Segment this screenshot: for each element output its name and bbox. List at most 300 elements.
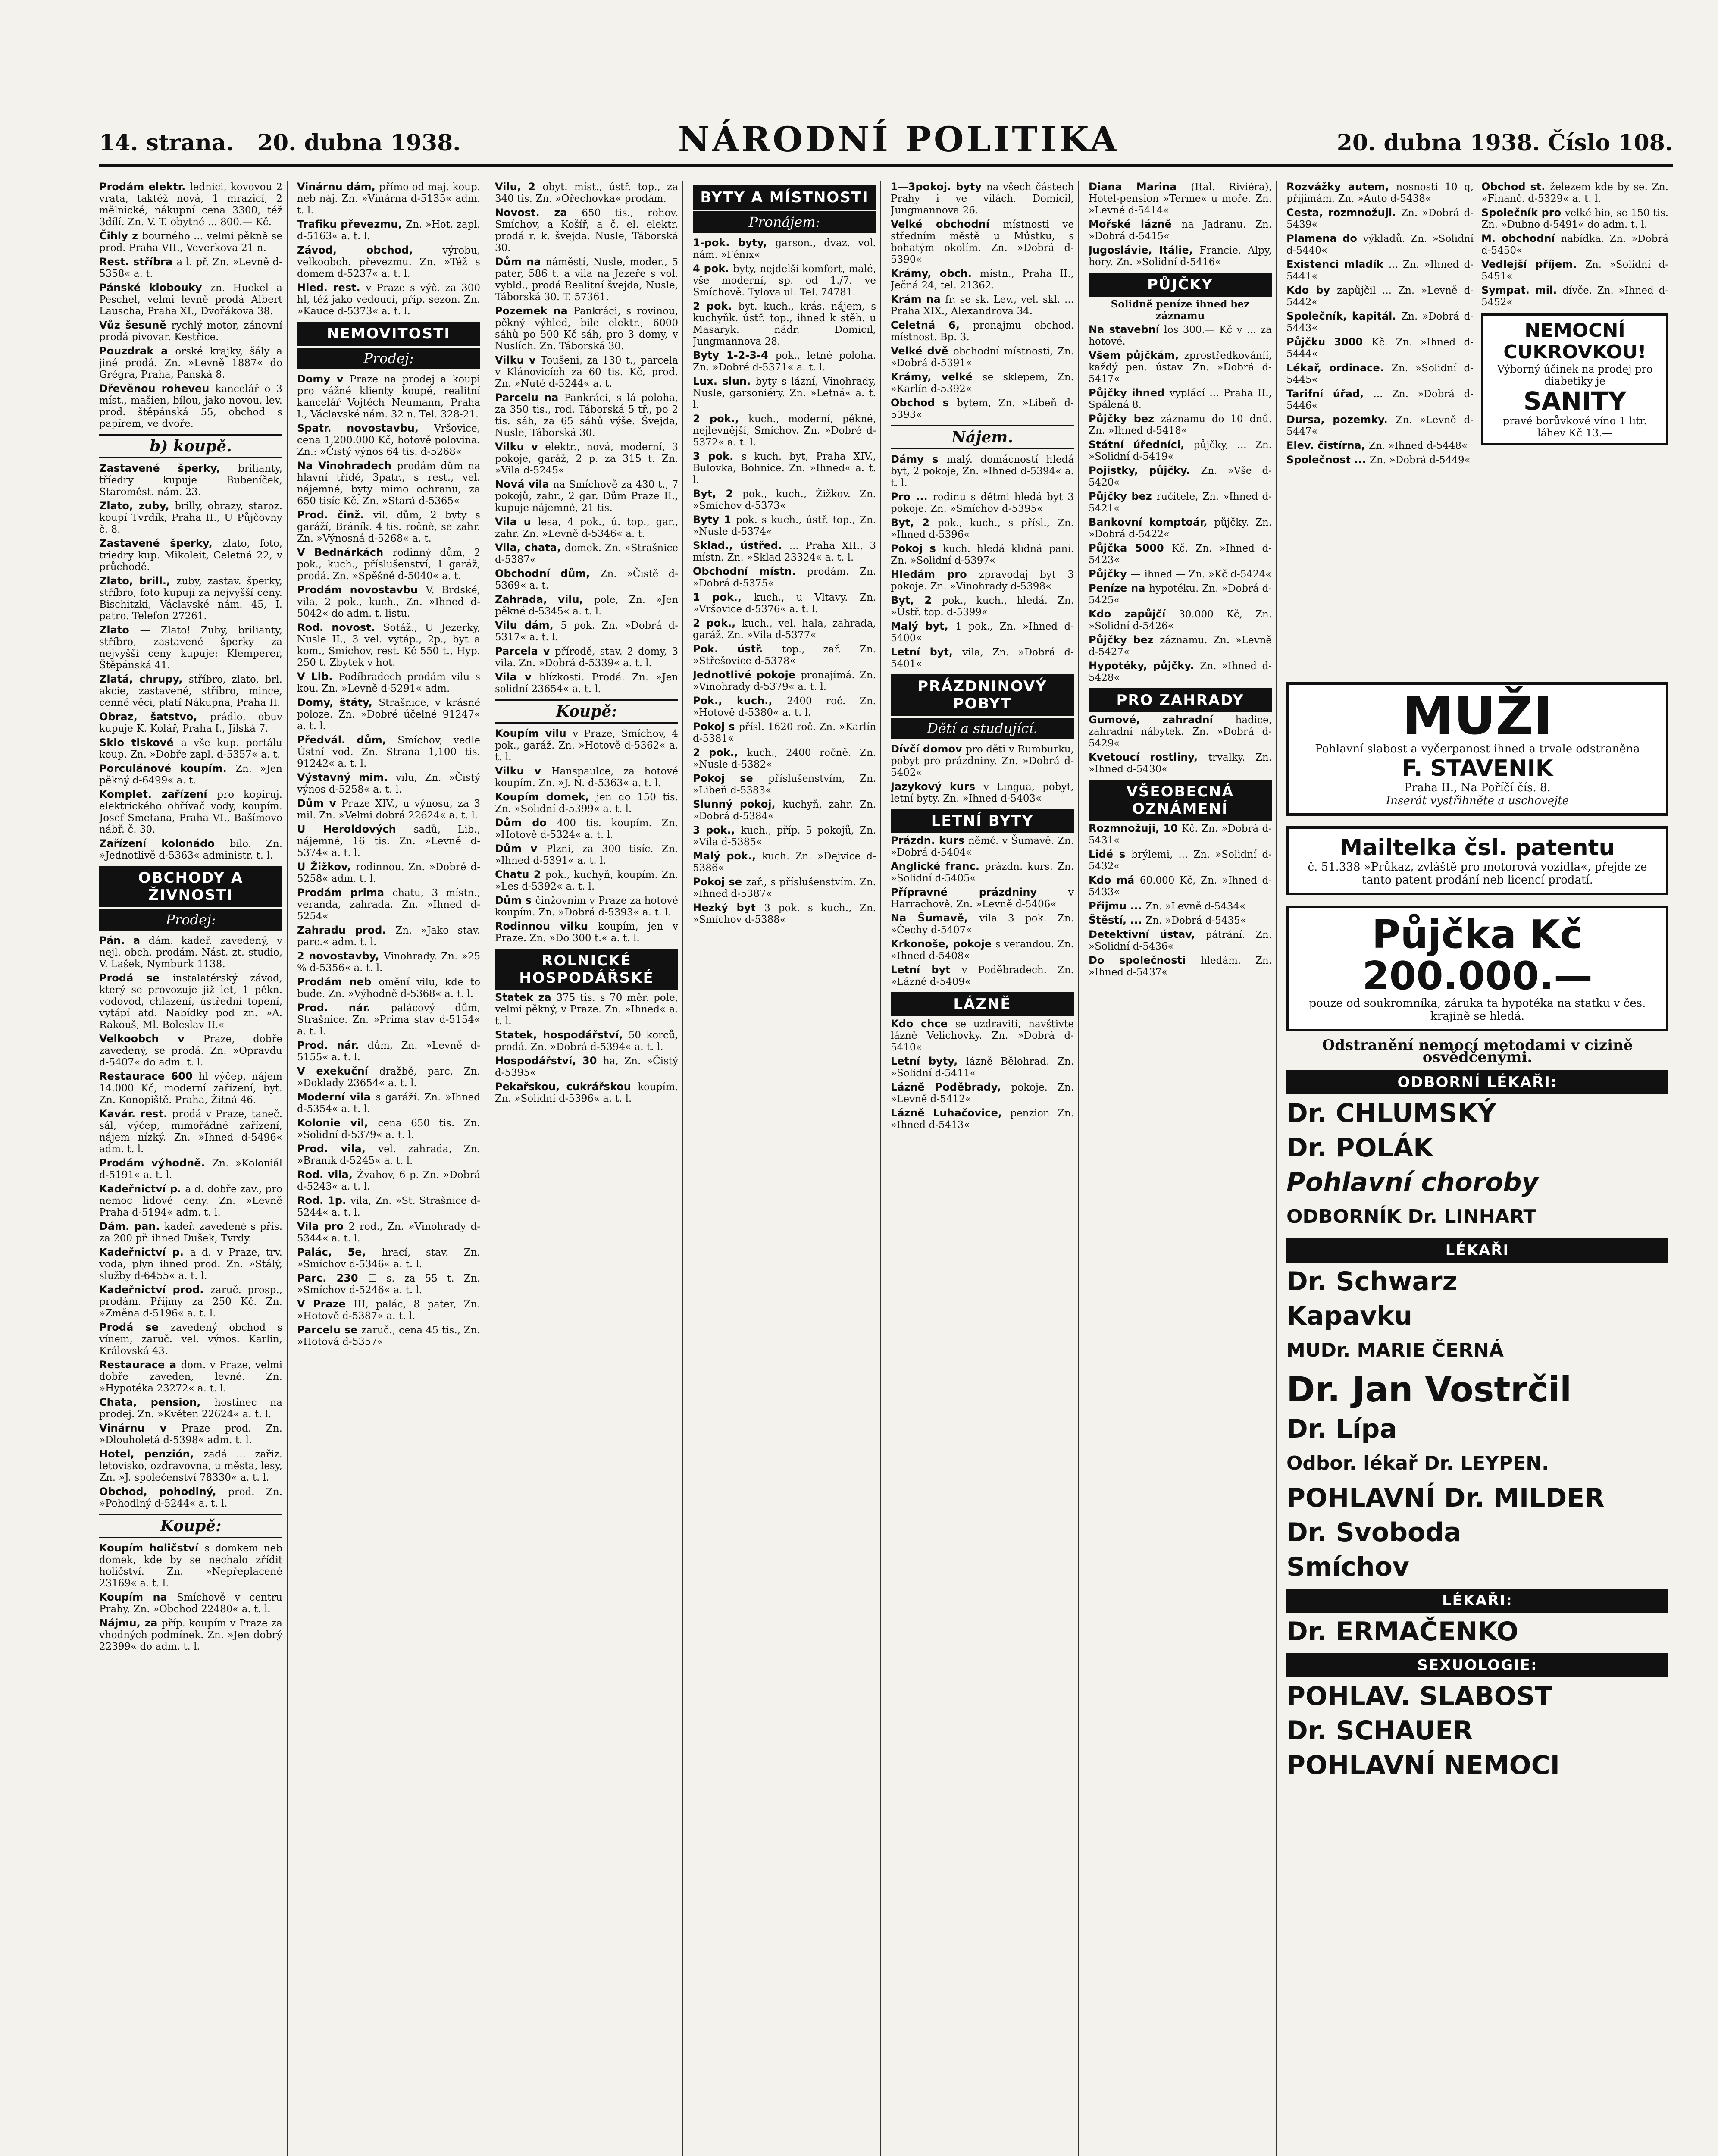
- ad-keyword: Vinárnu dám,: [297, 181, 379, 193]
- doctor-leypen: Odbor. lékař Dr. LEYPEN.: [1286, 1452, 1549, 1474]
- ad-body: a l. př. Zn. »Levně d-5358« a. t.: [99, 257, 282, 279]
- patent-text: č. 51.338 »Průkaz, zvláště pro motorová vozidla«, přejde ze tanto patent prodání neb licencí prodatí.: [1308, 861, 1647, 887]
- ad-body: Zn. »Levně d-5434«: [1145, 901, 1246, 912]
- classified-ad: [495, 542, 678, 566]
- ad-keyword: Chatu 2: [495, 868, 545, 881]
- subsection-pronajem: Pronájem:: [693, 211, 876, 233]
- ad-body: příp. koupím v Praze za vhodných podmínek. Zn. »Jen dobrý 22399« do adm. t. l.: [99, 1618, 283, 1652]
- ad-body: Zn. »Ihned d-5448«: [1369, 440, 1468, 451]
- classified-ad: [1089, 955, 1272, 978]
- ad-body: výrobu, velkoobch. převezmu. Zn. »Též s domem d-5237« a. t. l.: [297, 245, 480, 279]
- ad-body: přímo od maj. koup. neb náj. Zn. »Vinárna d-5135« adm. t. l.: [297, 182, 480, 216]
- date-issue: 20. dubna 1938. Číslo 108.: [1336, 130, 1673, 156]
- ad-body: Pankráci, s lá poloha, za 350 tis., rod. Táborská 5 tř., po 2 tis. sáh, za 65 sáhů výše. Švejda, Nusle, Táborská 30.: [495, 392, 678, 439]
- ad-keyword: Koupím holičství: [99, 1542, 205, 1554]
- ad-body: V. Brdské, vila, 2 pok., kuch., Zn. »Ihned d-5042« do adm. t. listu.: [297, 585, 480, 619]
- ad-keyword: Byty 1: [693, 514, 736, 526]
- classified-ad: [297, 1298, 480, 1322]
- ad-body: lázně Bělohrad. Zn. »Solidní d-5411«: [891, 1056, 1074, 1079]
- section-lazne: LÁZNĚ: [891, 992, 1074, 1016]
- classified-ad: [891, 646, 1074, 670]
- classified-ad: [1089, 608, 1272, 632]
- ad-keyword: Letní byt,: [891, 646, 963, 658]
- ad-keyword: Předvál. dům,: [297, 734, 398, 746]
- ad-body: cena 650 tis. Zn. »Solidní d-5379« a. t. l.: [297, 1118, 480, 1141]
- classified-ad: [891, 861, 1074, 884]
- ad-body: výkladů. Zn. »Solidní d-5440«: [1286, 233, 1474, 256]
- ad-body: zlato, foto, triedry kup. Mikoleit, Celetná 22, v průchodě.: [99, 538, 282, 573]
- classified-ad: [99, 1397, 282, 1420]
- ad-body: zuby, zastav. šperky, stříbro, foto kupuji za nejvyšší ceny. Bischitzki, Václavské nám. 45, I. patro. Telefon 27261.: [99, 576, 282, 622]
- classified-ad: [891, 181, 1074, 216]
- ad-keyword: Jugoslávie, Itálie,: [1089, 244, 1200, 256]
- classified-ad: [495, 671, 678, 695]
- ad-keyword: Obchodní dům,: [495, 567, 601, 580]
- ad-body: zaruč., cena 45 tis., Zn. »Hotová d-5357«: [297, 1325, 480, 1348]
- ad-keyword: Detektivní ústav,: [1089, 928, 1206, 940]
- classified-ad: [99, 838, 282, 862]
- ad-body: Strašnice, v krásné poloze. Zn. »Dobré účelné 91247« a. t. l.: [297, 697, 480, 732]
- ad-keyword: Novost. za: [495, 207, 582, 219]
- ad-body: Kč. Zn. »Ihned d-5444«: [1286, 337, 1474, 360]
- ad-body: přísl. 1620 roč. Zn. »Karlín d-5381«: [693, 721, 876, 744]
- ad-keyword: V Praze: [297, 1298, 354, 1310]
- classified-ad: [99, 538, 282, 573]
- ad-keyword: V exekuční: [297, 1065, 379, 1077]
- ad-keyword: Koupím na: [99, 1591, 177, 1603]
- ad-keyword: Koupím domek,: [495, 791, 597, 803]
- classified-ad: [297, 1324, 480, 1348]
- ad-body: obyt. míst., ústř. top., za 340 tis. Zn. »Ořechovka« prodám.: [495, 182, 678, 204]
- classified-ad: [495, 765, 678, 789]
- ad-body: kadeř. zavedené s přís. za 200 př. ihned Dušek, Tvrdy.: [99, 1221, 282, 1244]
- classified-ad: [99, 575, 282, 622]
- ad-body: blízkosti. Prodá. Zn. »Jen solidní 23654« a. t. l.: [495, 672, 678, 695]
- classified-ad: [495, 817, 678, 841]
- ad-body: zaruč. prosp., prodám. Příjmy za 250 Kč. Zn. »Změna d-5196« a. t. l.: [99, 1285, 282, 1319]
- ad-body: zn. Huckel a Peschel, velmi levně prodá Albert Lauscha, Praha XI., Dvořákova 38.: [99, 282, 282, 317]
- patent-ad: [1286, 826, 1668, 895]
- classified-ad: [297, 976, 480, 1000]
- ad-keyword: Pro ...: [891, 491, 933, 503]
- ad-body: a d. v Praze, trv. voda, plyn ihned prod. Zn. »Stálý, služby d-6455« a. t. l.: [99, 1247, 282, 1282]
- classified-ad: [297, 282, 480, 317]
- ad-body: Praze prod. Zn. »Dlouholetá d-5398« adm. t. l.: [99, 1423, 282, 1446]
- classified-ad: [1089, 568, 1272, 580]
- ad-keyword: Koupím vilu: [495, 727, 573, 740]
- ad-keyword: Byty 1-2-3-4: [693, 349, 776, 361]
- ad-body: hostinec na prodej. Zn. »Květen 22624« a. t. l.: [99, 1397, 282, 1420]
- ad-keyword: Slunný pokoj,: [693, 798, 783, 810]
- ad-body: Zn. »Koloniál d-5191« a. t. l.: [99, 1158, 282, 1181]
- section-prazdninovy: PRÁZDNINOVÝ POBYT: [891, 674, 1074, 716]
- ad-keyword: Prod. nár.: [297, 1039, 368, 1051]
- muzi-text: Pohlavní slabost a vyčerpanost ihned a trvale odstraněna: [1315, 743, 1640, 755]
- ad-keyword: Statek, hospodářství,: [495, 1029, 629, 1041]
- classified-ad: [891, 781, 1074, 805]
- ad-body: kuch. hledá klidná paní. Zn. »Solidní d-5397«: [891, 543, 1074, 566]
- ad-keyword: Vila u: [495, 516, 538, 528]
- ad-keyword: Společník, kapitál.: [1286, 310, 1402, 322]
- ad-body: zpravodaj byt 3 pokoje. Zn. »Vinohrady d-5398«: [891, 569, 1074, 592]
- classified-ad: [1481, 207, 1668, 231]
- loan-headline: Půjčka Kč 200.000.—: [1362, 912, 1593, 999]
- ads-villas-buy: [495, 728, 678, 944]
- classified-ad: [693, 301, 876, 348]
- ads-col8: [1481, 181, 1668, 308]
- classified-ad: [297, 697, 480, 732]
- ad-keyword: V Bednárkách: [297, 546, 393, 558]
- classified-ad: [1286, 207, 1474, 231]
- ad-keyword: Nová vila: [495, 478, 553, 490]
- column-7-8: [1286, 181, 1673, 2156]
- classified-ad: [693, 237, 876, 261]
- ad-keyword: Domy v: [297, 373, 350, 385]
- ads-business-buy: [99, 1542, 282, 1653]
- ad-body: jen do 150 tis. Zn. »Solidní d-5399« a. t. l.: [495, 792, 679, 815]
- column-6: [1089, 181, 1277, 2156]
- ad-body: zavedený obchod s vínem, zaruč. vel. výnos. Karlin, Královská 43.: [99, 1322, 282, 1357]
- nemoci-headline: POHLAVNÍ NEMOCI: [1286, 1750, 1560, 1780]
- ad-body: Vinohrady. Zn. »25 % d-5356« a. t. l.: [297, 951, 481, 974]
- ad-keyword: Dívčí domov: [891, 743, 966, 755]
- ad-keyword: Pozemek na: [495, 305, 574, 317]
- ad-keyword: Diana Marina: [1089, 181, 1191, 193]
- column-1: [99, 181, 288, 2156]
- ad-body: rodinnou. Zn. »Dobré d-5258« adm. t. l.: [297, 862, 480, 884]
- ad-body: s domkem neb domek, kde by se nechalo zřídit holičství. Zn. »Nepřeplacené 23169« a. t. l.: [99, 1543, 282, 1589]
- classified-ad: [693, 747, 876, 771]
- ad-body: Zn. »Dobrá d-5439«: [1286, 207, 1474, 230]
- ad-keyword: Plamena do: [1286, 232, 1363, 244]
- classified-ad: [99, 256, 282, 280]
- classified-ad: [693, 876, 876, 900]
- subsection-koupe2: Koupě:: [99, 1514, 282, 1538]
- classified-ad: [891, 371, 1074, 395]
- ad-keyword: Obchod s: [891, 397, 957, 409]
- subsection-najem: Nájem.: [891, 425, 1074, 449]
- ad-keyword: 2 novostavby,: [297, 950, 384, 962]
- ad-body: Praze, dobře zavedený, se prodá. Zn. »Opravdu d-5407« do adm. t. l.: [99, 1034, 282, 1068]
- classified-ad: [297, 798, 480, 821]
- ad-keyword: Kolonie vil,: [297, 1117, 378, 1129]
- classified-ad: [1089, 752, 1272, 775]
- ad-keyword: Dům do: [495, 817, 557, 829]
- ad-body: (Ital. Riviéra), Hotel-pension »Terme« u moře. Zn. »Levné d-5414«: [1089, 182, 1272, 216]
- classified-ad: [693, 592, 876, 615]
- ad-body: 650 tis., rohov. Smíchov, a Košíř, a č. el. elektr. prodá r. k. švejda. Nusle, Táborská 30.: [495, 207, 678, 254]
- classified-ad: [1089, 181, 1272, 216]
- doctor-milder: POHLAVNÍ Dr. MILDER: [1286, 1483, 1605, 1513]
- classified-ad: [99, 1322, 282, 1357]
- col8-block: [1481, 181, 1668, 677]
- ad-body: 375 tis. s 70 měr. pole, velmi pěkný, v Praze. Zn. »Ihned« a. t. l.: [495, 992, 678, 1027]
- classified-ad: [1089, 634, 1272, 658]
- classified-ad: [495, 305, 678, 352]
- ad-body: pok., letné poloha. Zn. »Dobré d-5371« a. t. l.: [693, 350, 876, 373]
- ad-keyword: U Heroldových: [297, 823, 414, 835]
- ad-keyword: Parcelu na: [495, 392, 564, 404]
- classified-ad: [1089, 542, 1272, 566]
- classified-ad: [693, 773, 876, 796]
- classified-ad: [1286, 454, 1474, 466]
- classified-ad: [495, 594, 678, 617]
- classified-ad: [495, 992, 678, 1027]
- ad-keyword: Pok., kuch.,: [693, 695, 787, 707]
- ad-keyword: Kdo zapůjčí: [1089, 608, 1179, 620]
- ad-body: dům, Zn. »Levně d-5155« a. t. l.: [297, 1040, 480, 1063]
- ad-body: chatu, 3 místn., veranda, zahrada. Zn. »Ihned d-5254«: [297, 887, 480, 922]
- ad-body: Zn. »Čistě d-5369« a. t.: [495, 568, 678, 591]
- ad-body: lednici, kovovou 2 vrata, taktéž nová, 1 mrazicí, 2 mělnické, nákupní cena 3300, též 3dílí. Zn. V. T. obytné ... 800.— Kč.: [99, 182, 282, 228]
- ad-body: ručitele, Zn. »Ihned d-5421«: [1089, 491, 1272, 514]
- nemocni-headline: NEMOCNÍ CUKROVKOU!: [1503, 320, 1646, 363]
- ad-keyword: Sklad., ústřed.: [693, 539, 789, 552]
- classified-ad: [693, 451, 876, 486]
- section-byty: BYTY A MÍSTNOSTI: [693, 185, 876, 210]
- ad-body: pok., kuch., hledá. Zn. »Ústř. top. d-5399«: [891, 595, 1074, 618]
- ad-keyword: Lidé s: [1089, 848, 1132, 860]
- ad-keyword: M. obchodní: [1481, 232, 1561, 244]
- classified-ad: [297, 1065, 480, 1089]
- ad-body: 5 pok. Zn. »Dobrá d-5317« a. t. l.: [495, 620, 679, 643]
- muzi-headline: MUŽI: [1402, 686, 1553, 746]
- ad-body: Zn. »Solidní d-5451«: [1481, 259, 1668, 282]
- classified-ad: [1286, 440, 1474, 452]
- ad-body: lesa, 4 pok., ú. top., gar., zahr. Zn. »Levně d-5346« a. t.: [495, 517, 678, 539]
- ads-buy: [99, 463, 282, 862]
- ad-body: přírodě, stav. 2 domy, 3 vila. Zn. »Dobrá d-5339« a. t. l.: [495, 646, 678, 669]
- ad-body: rychlý motor, zánovní prodá pivovar. Kestřice.: [99, 320, 282, 343]
- classified-ad: [1286, 233, 1474, 257]
- classified-ad: [99, 1486, 282, 1510]
- classified-ad: [1286, 181, 1474, 205]
- ad-keyword: Hypotéky, půjčky.: [1089, 660, 1200, 672]
- newspaper-title: NÁRODNÍ POLITIKA: [678, 119, 1120, 160]
- ad-keyword: Vila v: [495, 671, 539, 683]
- ad-keyword: Peníze na: [1089, 582, 1149, 594]
- ad-body: 50 korců, prodá. Zn. »Dobrá d-5394« a. t. l.: [495, 1030, 678, 1053]
- ad-keyword: Štěstí, ...: [1089, 914, 1146, 926]
- ad-body: nabídka. Zn. »Dobrá d-5450«: [1481, 233, 1668, 256]
- ad-body: s kuch. byt, Praha XIV., Bulovka, Bohnice. Zn. »Ihned« a. t. l.: [693, 451, 876, 486]
- ad-body: se uzdraviti, navštivte lázně Velichovky. Zn. »Dobrá d-5410«: [891, 1018, 1074, 1053]
- ad-keyword: Spatr. novostavbu,: [297, 422, 434, 434]
- ad-body: prodá v Praze, taneč. sál, výčep, mimořádné zařízení, nájem nízký. Zn. »Ihned d-5496« adm. t. l.: [99, 1109, 282, 1155]
- ad-keyword: Vilu dám,: [495, 619, 561, 631]
- ad-keyword: Vinárnu v: [99, 1422, 182, 1434]
- ad-body: bilo. Zn. »Jednotlivě d-5363« administr. t. l.: [99, 838, 283, 861]
- ad-keyword: Rozmnožuji, 10: [1089, 822, 1182, 834]
- ad-body: prádlo, obuv kupuje K. Kolář, Praha I., Jilská 7.: [99, 711, 282, 734]
- classified-ad: [297, 950, 480, 974]
- ads-holiday: [891, 743, 1074, 805]
- ad-keyword: Přípravné prázdniny: [891, 886, 1068, 898]
- classified-ad: [99, 1359, 282, 1395]
- classified-ad: [891, 1056, 1074, 1079]
- classified-ad: [1089, 465, 1272, 489]
- ad-body: pole, Zn. »Jen pěkné d-5345« a. t. l.: [495, 594, 679, 617]
- ad-body: Vršovice, cena 1,200.000 Kč, hotově polovina. Zn.: »Čistý výnos 64 tis. d-5268«: [297, 423, 480, 458]
- classified-ad: [99, 935, 282, 970]
- classified-ad: [297, 1002, 480, 1037]
- ad-keyword: 3 pok.,: [693, 824, 741, 836]
- ad-body: na všech částech Prahy i ve vilách. Domicil, Jungmannova 26.: [891, 182, 1074, 216]
- ad-keyword: Do společnosti: [1089, 954, 1201, 966]
- classified-ad: [1286, 259, 1474, 282]
- ad-keyword: Prod. vila,: [297, 1143, 379, 1155]
- classified-ad: [297, 1221, 480, 1244]
- ad-body: vel. zahrada, Zn. »Branik d-5245« a. t. l.: [297, 1144, 480, 1166]
- ad-keyword: Půjčka 5000: [1089, 542, 1172, 554]
- classified-ad: [99, 711, 282, 735]
- section-lekari2: LÉKAŘI:: [1286, 1589, 1668, 1613]
- ad-body: Hanspaulce, za hotové koupím. Zn. »J. N. d-5363« a. t. l.: [495, 766, 678, 789]
- top-small-ads: [1286, 181, 1668, 677]
- ad-keyword: 1-pok. byty,: [693, 237, 776, 249]
- ad-body: Smíchov, vedle Ústní vod. Zn. Strana 1,100 tis. 91242« a. t. l.: [297, 735, 480, 769]
- ad-keyword: V Lib.: [297, 671, 339, 683]
- inzerat-note: Inserát vystřihněte a uschovejte: [1386, 794, 1569, 807]
- classified-ad: [693, 376, 876, 411]
- ad-body: kuchyň, zahr. Zn. »Dobrá d-5384«: [693, 799, 876, 822]
- classified-ad: [99, 345, 282, 381]
- classified-ad: [495, 479, 678, 514]
- classified-ad: [891, 268, 1074, 291]
- ad-keyword: Čihly z: [99, 230, 142, 242]
- classified-ad: [99, 500, 282, 536]
- subsection-deti: Dětí a studující.: [891, 718, 1074, 739]
- ad-body: dražbě, parc. Zn. »Doklady 23654« a. t. l.: [297, 1066, 481, 1089]
- ad-keyword: Všem půjčkám,: [1089, 349, 1184, 361]
- ad-body: Francie, Alpy, hory. Zn. »Solidní d-5416«: [1089, 245, 1272, 268]
- ad-keyword: Na Šumavě,: [891, 912, 979, 924]
- ad-keyword: Prod. činž.: [297, 509, 373, 521]
- classified-ad: [891, 1018, 1074, 1053]
- ad-keyword: U Žižkov,: [297, 861, 356, 873]
- classified-ad: [297, 373, 480, 420]
- ad-body: vila, Zn. »St. Strašnice d-5244« a. t. l.: [297, 1195, 480, 1218]
- ad-keyword: Letní byty,: [891, 1055, 966, 1067]
- ad-body: kuch., příp. 5 pokojů, Zn. »Vila d-5385«: [693, 825, 876, 848]
- ad-body: Plzni, za 300 tisíc. Zn. »Ihned d-5391« a. t. l.: [495, 843, 678, 866]
- ad-keyword: Jednotlivé pokoje: [693, 669, 801, 681]
- classified-ad: [99, 1284, 282, 1319]
- ads-wine: [297, 181, 480, 317]
- ad-keyword: Jazykový kurs: [891, 780, 984, 793]
- ad-keyword: Lékař, ordinace.: [1286, 362, 1392, 374]
- ad-body: Praze XIV., u výnosu, za 3 mil. Zn. »Velmi dobrá 22624« a. t. l.: [297, 798, 480, 821]
- ads-spa: [891, 1018, 1074, 1131]
- ad-keyword: Lázně Poděbrady,: [891, 1081, 1011, 1093]
- classified-ad: [1481, 181, 1668, 205]
- ad-body: palácový dům, Strašnice. Zn. »Prima stav d-5154« a. t. l.: [297, 1003, 481, 1037]
- classified-ad: [297, 1272, 480, 1296]
- ad-keyword: Zlatá, chrupy,: [99, 673, 189, 685]
- ad-keyword: Statek za: [495, 991, 557, 1003]
- ad-keyword: Hospodářství, 30: [495, 1055, 603, 1067]
- classified-ad: [297, 1040, 480, 1063]
- doctor-svoboda: Dr. Svoboda: [1286, 1517, 1461, 1548]
- subsection-koupe3: Koupě:: [495, 699, 678, 724]
- ad-keyword: Prod. nár.: [297, 1002, 391, 1014]
- ad-keyword: Půjčky bez: [1089, 634, 1160, 646]
- classified-ad: [891, 835, 1074, 859]
- classified-ad: [891, 345, 1074, 369]
- classified-ad: [1089, 219, 1272, 242]
- ad-keyword: Dřevěnou roheveu: [99, 382, 216, 395]
- ad-keyword: Zlato —: [99, 624, 161, 636]
- ad-keyword: Chata, pension,: [99, 1396, 215, 1408]
- stavenik-name: F. STAVENIK: [1402, 755, 1553, 781]
- ad-keyword: Velkoobch v: [99, 1033, 203, 1045]
- ad-body: ☐ s. za 55 t. Zn. »Smíchov d-5246« a. t. l.: [297, 1273, 480, 1296]
- ad-body: Kč. Zn. »Ihned d-5423«: [1089, 543, 1272, 566]
- ad-keyword: Byt, 2: [891, 594, 942, 606]
- ad-body: na Jadranu. Zn. »Dobrá d-5415«: [1089, 219, 1272, 242]
- ad-keyword: Prodá se: [99, 1321, 171, 1333]
- ad-keyword: Hotel, penzión,: [99, 1448, 204, 1460]
- ad-keyword: Zahrada, vilu,: [495, 593, 594, 605]
- ad-keyword: Kavár. rest.: [99, 1108, 172, 1120]
- ad-keyword: Obchodní místn.: [693, 565, 807, 577]
- ad-body: 400 tis. koupím. Zn. »Hotově d-5324« a. t. l.: [495, 818, 678, 840]
- ad-keyword: Gumové, zahradní: [1089, 714, 1236, 726]
- ad-keyword: Dům v: [495, 843, 546, 855]
- classified-ad: [495, 921, 678, 944]
- section-zahrady: PRO ZAHRADY: [1089, 688, 1272, 712]
- ad-keyword: Dursa, pozemky.: [1286, 414, 1396, 426]
- classified-ad: [891, 491, 1074, 515]
- ad-keyword: Vedlejší příjem.: [1481, 258, 1586, 270]
- ad-body: záznamu. Zn. »Levně d-5427«: [1089, 635, 1272, 658]
- muzi-ad: [1286, 682, 1668, 816]
- ad-keyword: Zahradu prod.: [297, 924, 396, 936]
- nemocni-text: Výborný účinek na prodej pro diabetiky je: [1497, 363, 1653, 387]
- ad-body: vil. dům, 2 byty s garáží, Bráník. 4 tis. ročně, se zahr. Zn. »Výnosná d-5268« a. t.: [297, 510, 480, 544]
- ad-keyword: Kadeřnictví p.: [99, 1246, 190, 1258]
- ad-body: dívče. Zn. »Ihned d-5452«: [1481, 285, 1668, 308]
- ad-body: Podíbradech prodám vilu s kou. Zn. »Levně d-5291« adm.: [297, 671, 480, 694]
- ads-loans: [1089, 324, 1272, 684]
- ad-keyword: Anglické franc.: [891, 860, 985, 872]
- ad-keyword: Závod, obchod,: [297, 244, 443, 256]
- classified-ad: [297, 1091, 480, 1115]
- ad-body: v Poděbradech. Zn. »Lázně d-5409«: [891, 965, 1074, 987]
- ad-keyword: 1 pok.,: [693, 591, 754, 603]
- ad-body: pok., kuch., Žižkov. Zn. »Smíchov d-5373«: [693, 489, 876, 511]
- ad-body: Zn. »Jen pěkný d-6499« a. t.: [99, 763, 282, 786]
- classified-ad: [1089, 915, 1272, 927]
- classified-ad: [1481, 259, 1668, 282]
- section-rolnicke: ROLNICKÉ HOSPODÁŘSKÉ: [495, 949, 678, 990]
- ad-keyword: Pokoj s: [891, 542, 943, 555]
- classified-ad: [495, 646, 678, 669]
- sanity-text: pravé borůvkové víno 1 litr. láhev Kč 13.—: [1502, 415, 1647, 439]
- classified-ad: [891, 912, 1074, 936]
- classified-ad: [693, 643, 876, 667]
- doctor-schauer: Dr. SCHAUER: [1286, 1716, 1473, 1746]
- pujcky-tagline: Solidně peníze ihned bez záznamu: [1111, 298, 1250, 322]
- ad-keyword: Prodá se: [99, 972, 173, 984]
- date-left: 20. dubna 1938.: [257, 130, 461, 156]
- classified-ad: [99, 1247, 282, 1282]
- ad-body: kancelář o 3 míst., mašien, bílou, jako novou, lev. prod. štěpánská 55, obchod s papírem, ve dvoře.: [99, 383, 282, 429]
- ad-body: půjčky. Zn. »Dobrá d-5422«: [1089, 517, 1272, 540]
- ad-body: náměstí, Nusle, moder., 5 pater, 586 t. a vila na Jezeře s vol. vybld., prodá Realitní švejda, Nusle, Táborská 30. T. 57361.: [495, 257, 678, 303]
- ad-body: železem kde by se. Zn. »Finanč. d-5329« a. t. l.: [1481, 182, 1668, 204]
- classified-ad: [99, 1617, 282, 1653]
